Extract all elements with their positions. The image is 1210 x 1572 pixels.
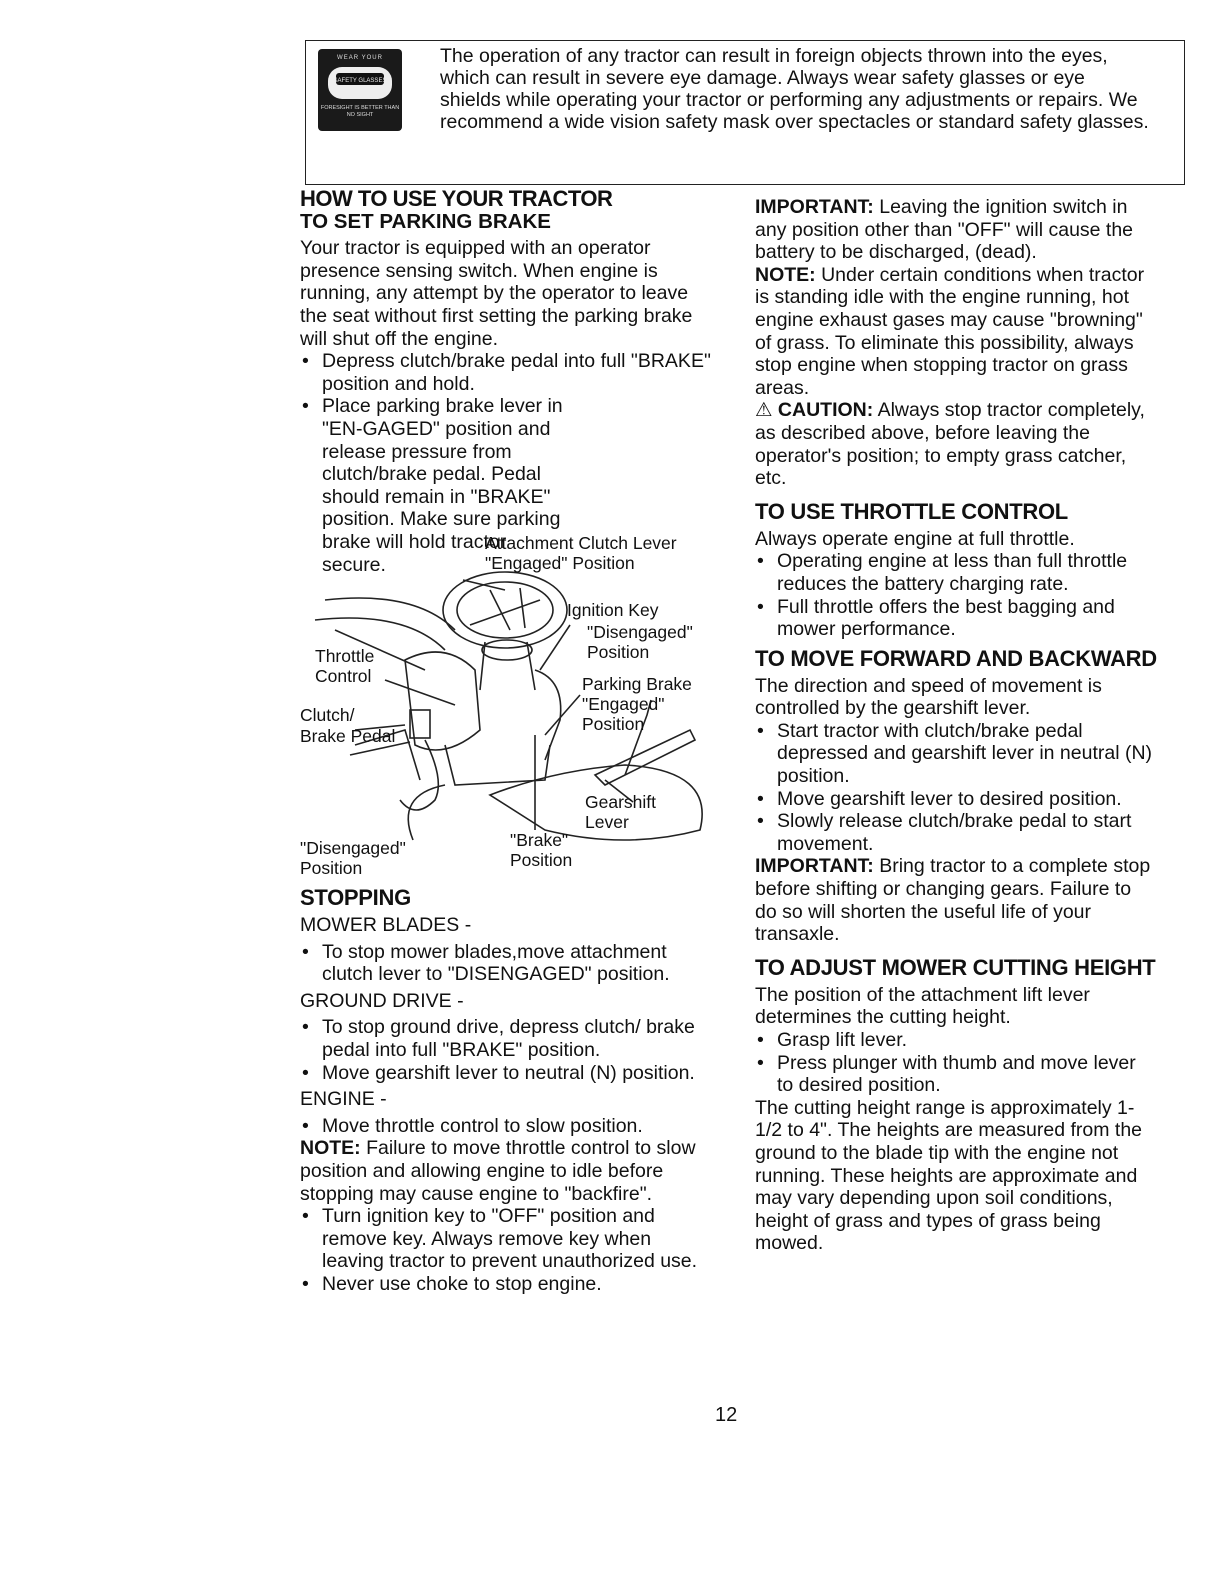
important-label: IMPORTANT: <box>755 196 874 218</box>
note-label: NOTE: <box>300 1137 361 1160</box>
note-label-right: NOTE: <box>755 263 816 286</box>
note-text: Failure to move throttle control to slow position and allowing engine to idle before stopping may cause engine to "backfire". <box>300 1137 696 1205</box>
mower-bullet-1: • To stop mower blades,move attachment clutch lever to "DISENGAGED" position. <box>300 941 715 986</box>
move-bullet-1: • Start tractor with clutch/brake pedal depressed and gearshift lever in neutral (N) position. <box>755 720 1157 788</box>
ground-bullet-2: • Move gearshift lever to neutral (N) position. <box>300 1062 715 1085</box>
safety-glasses-icon <box>318 49 402 131</box>
label-brake-position: Position <box>510 850 573 870</box>
adjust-heading: TO ADJUST MOWER CUTTING HEIGHT <box>755 954 1156 980</box>
warning-text: The operation of any tractor can result in foreign objects thrown into the eyes, which can result in severe eye damage. Always wear safety glasses or eye shields while operating your tractor or performing any adjustments or repairs. We recommend a wide vision safety mask over spectacles or standard safety glasses. <box>440 45 1149 133</box>
label-throttle-control: Control <box>315 666 372 686</box>
important-ignition <box>755 196 1157 264</box>
throttle-bullet-2: • Full throttle offers the best bagging and mower performance. <box>755 596 1157 641</box>
adjust-bullet-1: • Grasp lift lever. <box>755 1029 1157 1052</box>
move-bullet-3: • Slowly release clutch/brake pedal to start movement. <box>755 810 1157 855</box>
important-gears <box>755 855 1157 945</box>
icon-caption-top: WEAR YOUR <box>337 55 383 61</box>
engine-bullet-2: • Turn ignition key to "OFF" position and remove key. Always remove key when leaving tractor to prevent unauthorized use. <box>300 1205 715 1273</box>
ground-bullet-1: • To stop ground drive, depress clutch/ brake pedal into full "BRAKE" position. <box>300 1016 715 1061</box>
label-disengaged-position: Position <box>300 858 363 878</box>
label-clutch: Clutch/ <box>300 705 355 725</box>
left-column <box>300 188 715 576</box>
important-text: Leaving the ignition switch in any position other than "OFF" will cause the battery to be discharged, (dead). <box>755 196 1134 264</box>
throttle-bullet-1: • Operating engine at less than full throttle reduces the battery charging rate. <box>755 550 1157 595</box>
tractor-controls-diagram <box>295 530 720 880</box>
stopping-section <box>300 886 715 1296</box>
label-ignition-disengaged: "Disengaged" <box>587 622 693 642</box>
stopping-heading: STOPPING <box>300 885 411 910</box>
throttle-heading: TO USE THROTTLE CONTROL <box>755 498 1068 524</box>
right-column <box>755 196 1157 1255</box>
caution-note <box>755 399 1157 489</box>
label-attachment-engaged-position: "Engaged" Position <box>485 553 635 573</box>
ground-drive-label: GROUND DRIVE - <box>300 989 464 1012</box>
label-brake-pedal: Brake Pedal <box>300 726 396 746</box>
move-intro: The direction and speed of movement is controlled by the gearshift lever. <box>755 674 1102 720</box>
eye-safety-warning-box <box>305 40 1185 185</box>
parking-brake-heading: TO SET PARKING BRAKE <box>300 209 551 233</box>
label-attachment-clutch-lever: Attachment Clutch Lever <box>485 533 677 553</box>
icon-badge-text: SAFETY GLASSES <box>333 78 387 84</box>
engine-bullet-1: • Move throttle control to slow position. <box>300 1115 715 1138</box>
label-gearshift-lever: Lever <box>585 812 629 832</box>
label-gearshift: Gearshift <box>585 792 656 812</box>
label-disengaged: "Disengaged" <box>300 838 406 858</box>
label-parking-brake: Parking Brake <box>582 674 692 694</box>
move-heading: TO MOVE FORWARD AND BACKWARD <box>755 645 1157 671</box>
caution-text: Always stop tractor completely, as described above, before leaving the operator's position; to empty grass catcher, etc. <box>755 399 1145 490</box>
label-ignition-key: Ignition Key <box>567 600 659 620</box>
label-parking-position: Position <box>582 714 645 734</box>
parking-bullet-1: • Depress clutch/brake pedal into full "BRAKE" position and hold. <box>300 350 715 395</box>
engine-label: ENGINE - <box>300 1088 387 1111</box>
adjust-paragraph: The cutting height range is approximately 1-1/2 to 4". The heights are measured from the ground to the blade tip with the engine not running. These heights are approximate and may vary depending upon soil conditions, height of grass and types of grass being mowed. <box>755 1096 1143 1255</box>
icon-caption-bottom: FORESIGHT IS BETTER THAN NO SIGHT <box>320 105 400 118</box>
label-ignition-position: Position <box>587 642 650 662</box>
page-number: 12 <box>715 1404 738 1426</box>
note-text-right: Under certain conditions when tractor is standing idle with the engine running, hot engine exhaust gases may cause "browning" of grass. To eliminate this possibility, always stop engine when stopping tractor on grass areas. <box>755 263 1145 399</box>
label-throttle: Throttle <box>315 646 375 666</box>
mower-blades-label: MOWER BLADES - <box>300 914 472 936</box>
adjust-intro: The position of the attachment lift lever determines the cutting height. <box>755 983 1090 1029</box>
important-label-2: IMPORTANT: <box>755 855 874 878</box>
label-parking-engaged: "Engaged" <box>582 694 665 714</box>
engine-bullet-3: • Never use choke to stop engine. <box>300 1273 715 1296</box>
caution-icon: ⚠ <box>755 399 773 422</box>
throttle-intro: Always operate engine at full throttle. <box>755 527 1075 550</box>
adjust-bullet-2: • Press plunger with thumb and move lever to desired position. <box>755 1052 1157 1097</box>
stopping-note <box>300 1137 715 1205</box>
browning-note <box>755 264 1157 400</box>
important-text-2: Bring tractor to a complete stop before shifting or changing gears. Failure to do so will shorten the useful life of your transaxle. <box>755 855 1151 946</box>
move-bullet-2: • Move gearshift lever to desired position. <box>755 788 1157 811</box>
glasses-graphic <box>326 63 394 103</box>
parking-intro: Your tractor is equipped with an operator presence sensing switch. When engine is running, any attempt by the operator to leave the seat without first setting the parking brake will shut off the engine. <box>300 237 693 350</box>
label-brake: "Brake" <box>510 830 569 850</box>
section-title: HOW TO USE YOUR TRACTOR <box>300 186 613 211</box>
parking-bullet-2: • Place parking brake lever in "EN-GAGED" position and release pressure from clutch/brake pedal. Pedal should remain in "BRAKE" position. Make sure parking brake will hold tractor secure. <box>300 395 572 576</box>
caution-label: CAUTION: <box>777 399 874 422</box>
